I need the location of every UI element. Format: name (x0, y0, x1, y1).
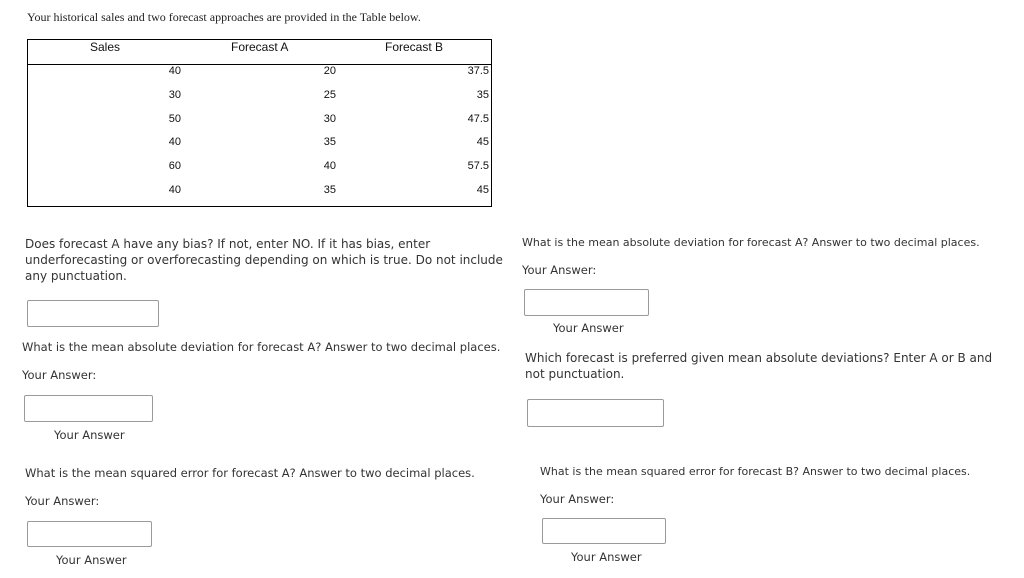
data-table (27, 39, 492, 207)
mad-a-answer-label: Your Answer: (22, 368, 97, 382)
cell-forecast-a: 35 (323, 184, 336, 196)
cell-forecast-b: 45 (476, 184, 489, 196)
cell-sales: 30 (168, 89, 181, 101)
cell-sales: 40 (168, 184, 181, 196)
cell-forecast-a: 40 (323, 160, 336, 172)
mse-a-answer-label: Your Answer: (25, 494, 100, 508)
cell-sales: 50 (168, 113, 181, 125)
header-divider (28, 64, 491, 65)
header-sales: Sales (90, 40, 121, 54)
mad-a-answer-input[interactable] (24, 395, 153, 422)
cell-sales: 40 (168, 136, 181, 148)
cell-forecast-b: 45 (476, 136, 489, 148)
mse-a-answer-caption: Your Answer (56, 553, 127, 567)
mse-a-question: What is the mean squared error for forecast A? Answer to two decimal places. (25, 466, 475, 480)
mad-a-answer-caption: Your Answer (54, 428, 125, 442)
intro-text: Your historical sales and two forecast approaches are provided in the Table below. (27, 10, 421, 24)
mad-a-answer-label-right: Your Answer: (522, 263, 597, 277)
cell-forecast-b: 35 (476, 89, 489, 101)
header-forecast-a: Forecast A (231, 40, 289, 54)
cell-sales: 40 (168, 65, 181, 77)
mad-a-question: What is the mean absolute deviation for forecast A? Answer to two decimal places. (22, 340, 501, 354)
bias-question: Does forecast A have any bias? If not, enter NO. If it has bias, enter underforecasting or overforecasting depending on which is true. Do not include any punctuation. (25, 237, 503, 283)
mse-a-answer-input[interactable] (27, 521, 152, 547)
mse-b-answer-caption: Your Answer (571, 550, 642, 564)
mse-b-answer-input[interactable] (542, 518, 666, 544)
mse-b-answer-label: Your Answer: (540, 492, 615, 506)
cell-forecast-a: 35 (323, 136, 336, 148)
cell-forecast-a: 25 (323, 89, 336, 101)
cell-sales: 60 (168, 160, 181, 172)
column-line (491, 64, 492, 194)
preferred-forecast-input[interactable] (527, 399, 664, 427)
mad-a-answer-caption-right: Your Answer (553, 321, 624, 335)
mad-a-question-right: What is the mean absolute deviation for forecast A? Answer to two decimal places. (522, 236, 980, 249)
cell-forecast-b: 57.5 (467, 160, 489, 172)
cell-forecast-b: 37.5 (467, 65, 489, 77)
header-forecast-b: Forecast B (385, 40, 444, 54)
mse-b-question: What is the mean squared error for forecast B? Answer to two decimal places. (540, 465, 971, 478)
preferred-forecast-question: Which forecast is preferred given mean absolute deviations? Enter A or B and not punctuation. (525, 351, 993, 381)
cell-forecast-a: 30 (323, 113, 336, 125)
mad-a-answer-input-right[interactable] (524, 289, 649, 316)
cell-forecast-a: 20 (323, 65, 336, 77)
cell-forecast-b: 47.5 (467, 113, 489, 125)
bias-answer-input[interactable] (27, 300, 159, 327)
